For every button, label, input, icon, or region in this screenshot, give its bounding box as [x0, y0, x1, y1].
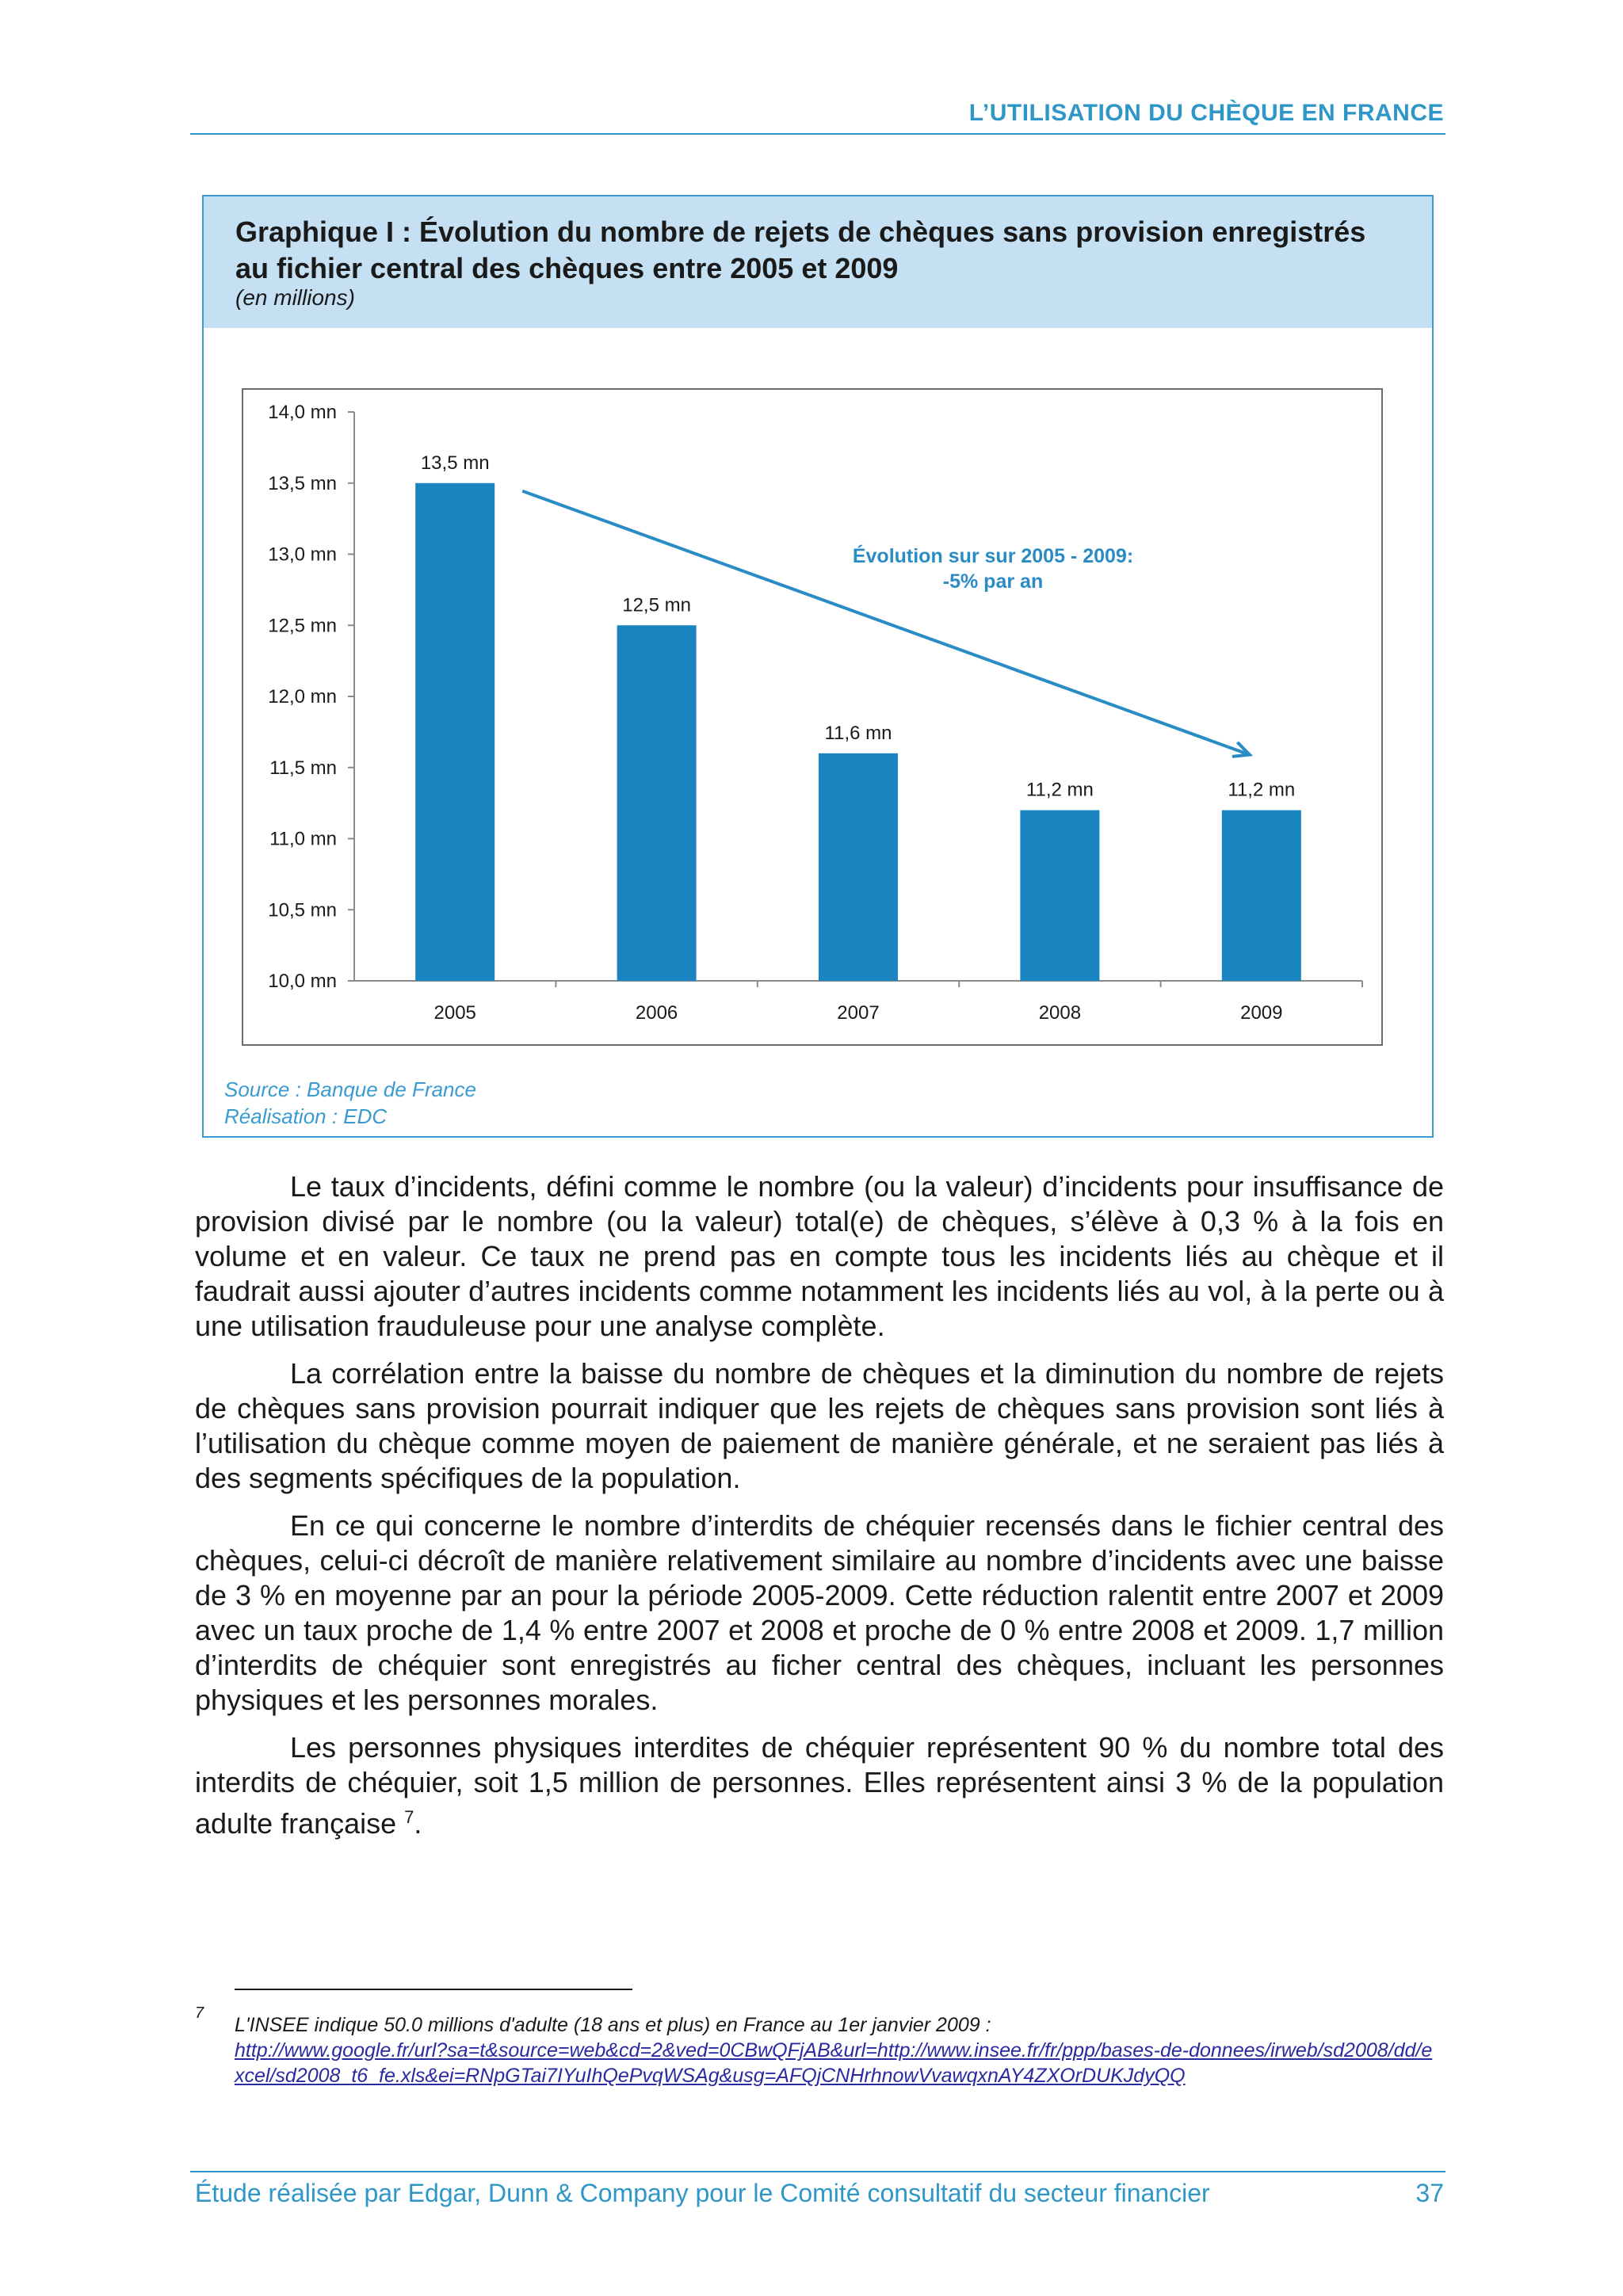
y-tick-label: 12,0 mn — [268, 686, 337, 707]
paragraph-last — [195, 1730, 1444, 1841]
paragraph-end: . — [414, 1807, 422, 1840]
credit-line: Réalisation : EDC — [224, 1104, 388, 1128]
footer-rule — [190, 2171, 1445, 2172]
y-tick-label: 14,0 mn — [268, 402, 337, 423]
x-tick-label: 2006 — [635, 1002, 678, 1024]
plot-frame — [242, 388, 1383, 1046]
x-tick-label: 2007 — [837, 1002, 880, 1024]
data-label: 11,6 mn — [824, 722, 892, 744]
bar — [415, 483, 495, 981]
bar — [819, 753, 898, 981]
running-header: L’UTILISATION DU CHÈQUE EN FRANCE — [968, 100, 1444, 126]
chart-source — [224, 1076, 476, 1130]
bar-chart — [243, 390, 1381, 1044]
x-tick-label: 2009 — [1240, 1002, 1283, 1024]
data-label: 13,5 mn — [420, 452, 490, 474]
y-tick-label: 12,5 mn — [268, 615, 337, 637]
y-tick-label: 11,5 mn — [269, 757, 337, 779]
page-number: 37 — [1415, 2179, 1444, 2207]
trend-annotation: -5% par an — [942, 570, 1044, 593]
paragraph: Le taux d’incidents, défini comme le nombre (ou la valeur) d’incidents pour insuffisance de provision divisé par le nombre (ou la valeur) total(e) de chèques, s’élève à 0,3 % à la fois en volume et en valeur. Ce taux ne prend pas en compte tous les incidents liés au chèque et il faudrait aussi ajouter d’autres incidents comme notamment les incidents liés au vol, à la perte ou à une utilisation frauduleuse pour une analyse complète. — [195, 1170, 1444, 1342]
y-tick-label: 13,5 mn — [268, 472, 337, 494]
footnote-rule — [235, 1989, 632, 1990]
x-tick-label: 2008 — [1038, 1002, 1082, 1024]
paragraph-text: Les personnes physiques interdites de chéquier représentent 90 % du nombre total des interdits de chéquier, soit 1,5 million de personnes. Elles représentent ainsi 3 % de la population adulte française — [195, 1731, 1444, 1840]
y-tick-label: 13,0 mn — [268, 543, 337, 566]
trend-annotation: Évolution sur sur 2005 - 2009: — [852, 545, 1134, 567]
x-tick-label: 2005 — [433, 1002, 476, 1024]
data-label: 11,2 mn — [1025, 779, 1094, 801]
bar — [617, 625, 697, 981]
footnote-ref[interactable]: 7 — [404, 1807, 414, 1827]
data-label: 11,2 mn — [1228, 779, 1296, 801]
footnote — [235, 2012, 1439, 2088]
source-line: Source : Banque de France — [224, 1077, 476, 1101]
paragraph: En ce qui concerne le nombre d’interdits de chéquier recensés dans le fichier central des chèques, celui-ci décroît de manière relativement similaire au nombre d’incidents avec une baisse de 3 % en moyenne par an pour la période 2005-2009. Cette réduction ralentit entre 2007 et 2009 avec un taux proche de 1,4 % entre 2007 et 2008 et proche de 0 % entre 2008 et 2009. 1,7 million d’interdits de chéquier sont enregistrés au ficher central des chèques, incluant les personnes physiques et les personnes morales. — [195, 1509, 1444, 1716]
y-tick-label: 10,5 mn — [268, 899, 337, 921]
chart-title: Graphique I : Évolution du nombre de rejets de chèques sans provision enregistrés au fichier central des chèques entre 2005 et 2009 — [235, 215, 1366, 284]
paragraph: La corrélation entre la baisse du nombre de chèques et la diminution du nombre de rejets de chèques sans provision pourrait indiquer que les rejets de chèques sans provision sont liés à l’utilisation du chèque comme moyen de paiement de manière générale, et ne seraient pas liés à des segments spécifiques de la population. — [195, 1357, 1444, 1494]
chart-unit: (en millions) — [235, 285, 355, 310]
footer-text: Étude réalisée par Edgar, Dunn & Company pour le Comité consultatif du secteur financier — [195, 2179, 1210, 2207]
data-label: 12,5 mn — [622, 594, 691, 616]
footnote-number: 7 — [195, 2004, 204, 2022]
bar — [1222, 810, 1301, 981]
footnote-link[interactable]: http://www.google.fr/url?sa=t&source=web&cd=2&ved=0CBwQFjAB&url=http://www.insee.fr/fr/ppp/bases-de-donnees/irweb/sd2008/dd/excel/sd2008_t6_fe.xls&ei=RNpGTai7IYuIhQePvqWSAg&usg=AFQjCNHrhnowVvawqxnAY4ZXOrDUKJdyQQ — [235, 2039, 1433, 2087]
body-text — [195, 1169, 1444, 1854]
chart-header — [204, 196, 1432, 328]
bar — [1020, 810, 1099, 981]
footnote-text: L'INSEE indique 50.0 millions d'adulte (18 ans et plus) en France au 1er janvier 2009 : — [235, 2014, 991, 2036]
chart-box — [202, 195, 1434, 1138]
y-tick-label: 11,0 mn — [269, 828, 337, 850]
header-rule — [190, 133, 1445, 135]
y-tick-label: 10,0 mn — [268, 971, 337, 992]
